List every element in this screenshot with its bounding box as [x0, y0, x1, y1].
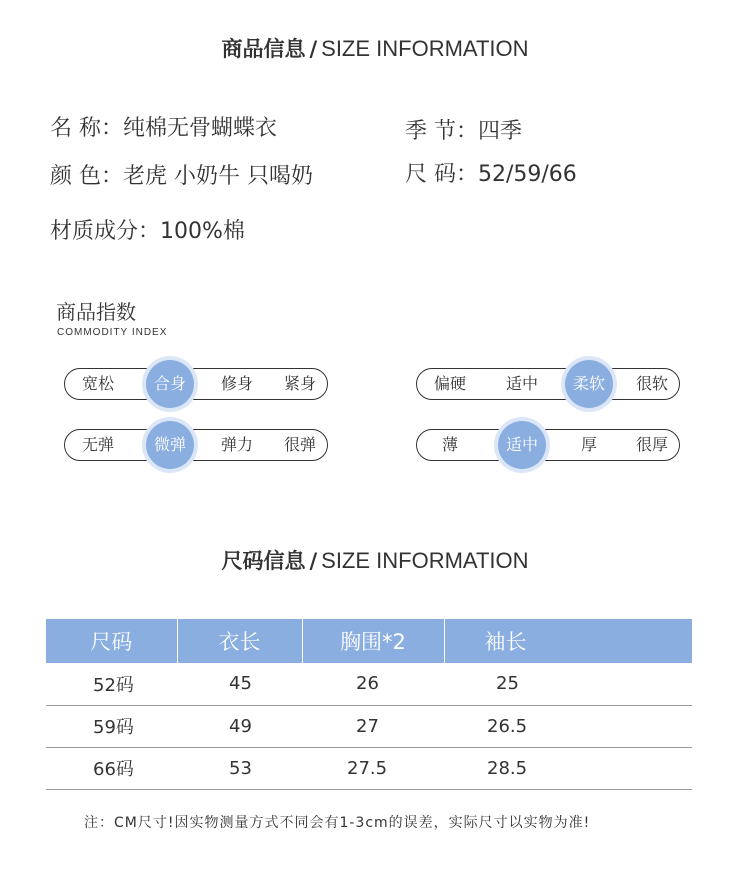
index-scale-fit — [64, 368, 328, 400]
index-option: 紧身 — [283, 374, 316, 393]
size-table — [46, 619, 692, 790]
cell: 45 — [177, 663, 302, 705]
cell: 28.5 — [444, 747, 692, 789]
info-size: 尺 码：52/59/66 — [405, 162, 577, 187]
title-cn: 尺码信息 — [221, 549, 306, 573]
cell: 49 — [177, 705, 302, 747]
title-slash: / — [309, 549, 318, 573]
index-option: 很厚 — [635, 435, 668, 454]
index-option-selected: 合身 — [146, 360, 194, 408]
index-option-selected: 柔软 — [565, 360, 613, 408]
index-option: 无弹 — [81, 435, 114, 454]
index-scale-elasticity — [64, 429, 328, 461]
index-option-selected: 微弹 — [146, 421, 194, 469]
index-option: 适中 — [505, 374, 538, 393]
header-sleeve: 袖长 — [444, 619, 692, 663]
table-row — [46, 747, 692, 789]
info-material: 材质成分：100%棉 — [50, 219, 245, 244]
info-color: 颜 色：老虎 小奶牛 只喝奶 — [50, 164, 313, 189]
cell: 25 — [444, 663, 692, 705]
cell: 66码 — [46, 747, 177, 789]
index-option: 很软 — [635, 374, 668, 393]
title-cn: 商品信息 — [221, 37, 306, 61]
title-en: SIZE INFORMATION — [321, 548, 528, 573]
index-option-selected: 适中 — [498, 421, 546, 469]
index-option: 修身 — [220, 374, 253, 393]
index-option: 弹力 — [220, 435, 253, 454]
product-info-title — [0, 33, 750, 63]
cell: 27.5 — [302, 747, 444, 789]
index-option: 宽松 — [81, 374, 114, 393]
index-option: 薄 — [441, 435, 458, 454]
index-scale-hardness — [416, 368, 680, 400]
cell: 59码 — [46, 705, 177, 747]
header-length: 衣长 — [177, 619, 302, 663]
table-row — [46, 663, 692, 705]
info-season: 季 节：四季 — [405, 119, 522, 144]
info-name: 名 称：纯棉无骨蝴蝶衣 — [50, 116, 277, 141]
size-table-header — [46, 619, 692, 663]
cell: 27 — [302, 705, 444, 747]
cell: 26.5 — [444, 705, 692, 747]
header-chest: 胸围*2 — [302, 619, 444, 663]
size-info-title — [0, 545, 750, 575]
title-slash: / — [309, 37, 318, 61]
cell: 52码 — [46, 663, 177, 705]
index-option: 偏硬 — [433, 374, 466, 393]
commodity-index-title: 商品指数 — [56, 300, 136, 324]
commodity-index-subtitle: COMMODITY INDEX — [57, 327, 168, 338]
cell: 26 — [302, 663, 444, 705]
index-option: 厚 — [580, 435, 597, 454]
cell: 53 — [177, 747, 302, 789]
index-option: 很弹 — [283, 435, 316, 454]
size-note: 注：CM尺寸!因实物测量方式不同会有1-3cm的误差，实际尺寸以实物为准! — [84, 815, 591, 831]
header-size: 尺码 — [46, 619, 177, 663]
index-scale-thickness — [416, 429, 680, 461]
title-en: SIZE INFORMATION — [321, 36, 528, 61]
table-row — [46, 705, 692, 747]
